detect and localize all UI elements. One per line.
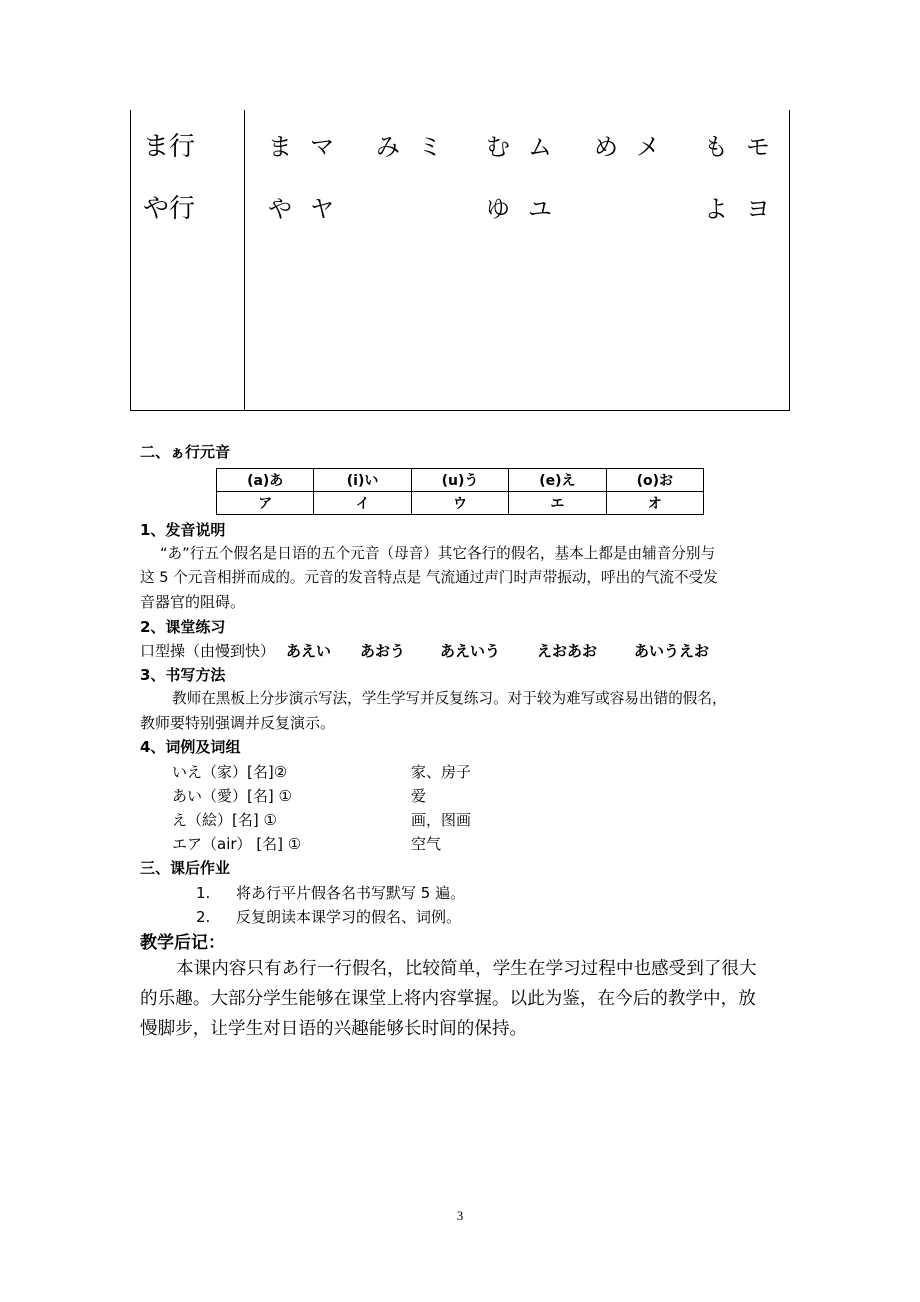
practice-item: あえいう — [440, 642, 501, 660]
homework-text: 反复朗读本课学习的假名、词例。 — [236, 908, 462, 926]
vocab-word: エア（air） [名] ① — [172, 835, 302, 853]
vowel-cell: (e)え — [509, 469, 606, 492]
vowel-cell: (i)い — [314, 469, 411, 492]
homework-num: 2. — [196, 908, 211, 926]
pronunciation-line: 这 5 个元音相拼而成的。元音的发音特点是 气流通过声门时声带振动，呼出的气流不受发 — [140, 569, 718, 586]
afterword-heading: 教学后记： — [140, 933, 225, 953]
afterword-line: 的乐趣。大部分学生能够在课堂上将内容掌握。以此为鉴，在今后的教学中，放 — [140, 989, 756, 1009]
vocab-word: え（絵）[名] ① — [172, 811, 277, 829]
practice-item: あおう — [360, 642, 406, 660]
vowel-cell: (o)お — [606, 469, 703, 492]
writing-line: 教师要特别强调并反复演示。 — [140, 714, 336, 732]
vocab-meaning: 爱 — [411, 787, 427, 805]
kana-cell: ゆユ — [486, 195, 570, 223]
vowel-cell: オ — [606, 492, 703, 515]
practice-prefix: 口型操（由慢到快） — [140, 642, 276, 660]
pronunciation-line: 音器官的阻碍。 — [140, 593, 246, 611]
vocab-meaning: 画，图画 — [411, 811, 472, 829]
afterword-line: 慢脚步，让学生对日语的兴趣能够长时间的保持。 — [140, 1019, 528, 1039]
row-label-ya: や行 — [143, 194, 196, 224]
practice-item: えおあお — [537, 642, 598, 660]
vowel-cell: エ — [509, 492, 606, 515]
row-label-ma: ま行 — [143, 132, 196, 162]
kana-table — [130, 110, 790, 411]
kana-cell: よヨ — [704, 195, 788, 223]
homework-num: 1. — [196, 884, 211, 902]
practice-item: あいうえお — [634, 642, 710, 660]
kana-cell: みミ — [376, 133, 460, 161]
writing-heading: 3、书写方法 — [140, 666, 226, 684]
pronunciation-line: “あ”行五个假名是日语的五个元音（母音）其它各行的假名，基本上都是由辅音分别与 — [160, 545, 716, 562]
vowel-cell: イ — [314, 492, 411, 515]
homework-text: 将あ行平片假各名书写默写 5 遍。 — [236, 884, 466, 902]
vowel-katakana-row — [217, 492, 704, 515]
practice-heading: 2、课堂练习 — [140, 618, 226, 636]
vocab-word: いえ（家）[名]② — [172, 763, 288, 781]
kana-cell: むム — [486, 133, 570, 161]
pronunciation-heading: 1、发音说明 — [140, 521, 226, 539]
afterword-line: 本课内容只有あ行一行假名，比较简单，学生在学习过程中也感受到了很大 — [176, 959, 757, 979]
vowel-table — [216, 468, 704, 515]
writing-line: 教师在黑板上分步演示写法，学生学写并反复练习。对于较为难写或容易出错的假名， — [172, 690, 727, 707]
kana-cell: やヤ — [268, 195, 352, 223]
kana-cell: めメ — [594, 133, 678, 161]
vowel-cell: (u)う — [411, 469, 508, 492]
section3-title: 三、课后作业 — [140, 859, 231, 877]
page-number: 3 — [456, 1208, 464, 1223]
kana-table-divider — [244, 110, 245, 410]
section2-title: 二、ぁ行元音 — [140, 443, 231, 461]
vocab-meaning: 家、房子 — [411, 763, 472, 781]
vowel-cell: ア — [217, 492, 314, 515]
vowel-cell: ウ — [411, 492, 508, 515]
vowel-cell: (a)あ — [217, 469, 314, 492]
kana-cell: もモ — [704, 133, 788, 161]
vowel-romaji-row — [217, 469, 704, 492]
practice-item: あえい — [286, 642, 332, 660]
vocab-word: あい（愛）[名] ① — [172, 787, 292, 805]
vocab-heading: 4、词例及词组 — [140, 738, 241, 756]
kana-cell: まマ — [268, 133, 352, 161]
vocab-meaning: 空气 — [411, 835, 442, 853]
